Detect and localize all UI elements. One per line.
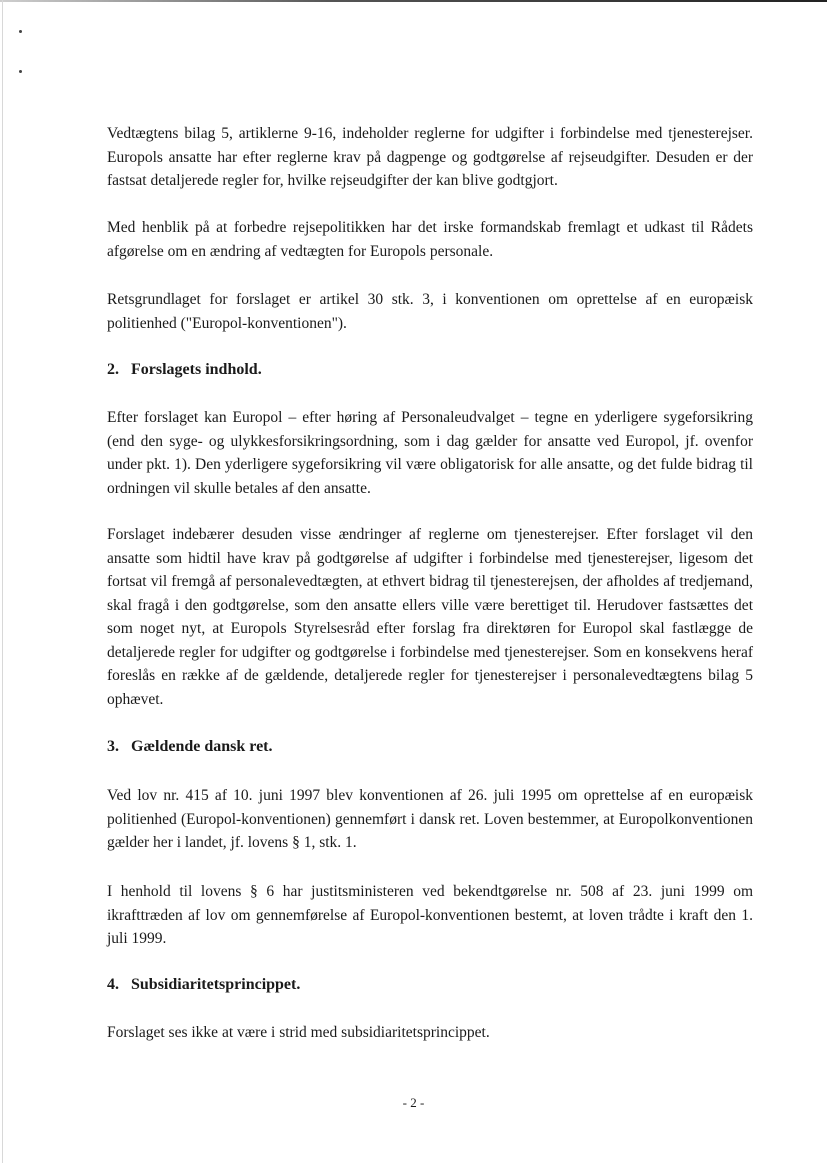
section-number: 2. [107,361,119,378]
section-heading-2 [107,358,262,381]
section-heading-3 [107,735,273,758]
paragraph-travel-rules: Vedtægtens bilag 5, artiklerne 9-16, indeholder reglerne for udgifter i forbindelse med tjenesterejser. Europols ansatte har efter reglerne krav på dagpenge og godtgørelse af rejseudgifter. Desuden er der fastsat detaljerede regler for, hvilke rejseudgifter der kan blive godtgjort. [107,125,753,189]
paragraph-entry-into-force: I henhold til lovens § 6 har justitsministeren ved bekendtgørelse nr. 508 af 23. juni 1999 om ikrafttræden af lov om gennemførelse af Europol-konventionen bestemt, at loven trådte i kraft den 1. juli 1999. [107,883,753,947]
paragraph-legal-basis: Retsgrundlaget for forslaget er artikel 30 stk. 3, i konventionen om oprettelse af en europæisk politienhed ("Europol-konventionen"). [107,291,753,332]
paragraph-health-insurance: Efter forslaget kan Europol – efter høring af Personaleudvalget – tegne en yderligere sygeforsikring (end den syge- og ulykkesforsikringsordning, som i dag gælder for ansatte ved Europol, jf. ovenfor under pkt. 1). Den yderligere sygeforsikring vil være obligatorisk for alle ansatte, og det fulde bidrag til ordningen vil skulle betales af den ansatte. [107,409,753,497]
section-title: Gældende dansk ret. [131,738,273,755]
section-number: 3. [107,738,119,755]
paragraph-business-travel: Forslaget indebærer desuden visse ændringer af reglerne om tjenesterejser. Efter forslaget vil den ansatte som hidtil have krav på godtgørelse af udgifter i forbindelse med tjenesterejser, ligesom det fortsat vil fremgå af personalevedtægten, at ethvert bidrag til tjenesterejsen, der afholdes af tredjemand, skal fragå i den godtgørelse, som den ansatte ellers ville være berettiget til. Herudover fastsættes det som noget nyt, at Europols Styrelsesråd efter forslag fra direktøren for Europol skal fastlægge de detaljerede regler for udgifter og godtgørelse i forbindelse med tjenesterejser. Som en konsekvens heraf foreslås en række af de gældende, detaljerede regler for tjenesterejser i personalevedtægtens bilag 5 ophævet. [107,526,753,708]
paragraph-subsidiarity: Forslaget ses ikke at være i strid med subsidiaritetsprincippet. [107,1024,490,1041]
section-heading-4 [107,973,300,996]
section-title: Forslagets indhold. [131,361,262,378]
section-number: 4. [107,976,119,993]
paragraph-danish-law: Ved lov nr. 415 af 10. juni 1997 blev konventionen af 26. juli 1995 om oprettelse af en europæisk politienhed (Europol-konventionen) gennemført i dansk ret. Loven bestemmer, at Europolkonventionen gælder her i landet, jf. lovens § 1, stk. 1. [107,787,753,851]
paragraph-irish-presidency: Med henblik på at forbedre rejsepolitikken har det irske formandskab fremlagt et udkast til Rådets afgørelse om en ændring af vedtægten for Europols personale. [107,219,753,260]
section-title: Subsidiaritetsprincippet. [131,976,301,993]
page-number: - 2 - [402,1095,425,1110]
